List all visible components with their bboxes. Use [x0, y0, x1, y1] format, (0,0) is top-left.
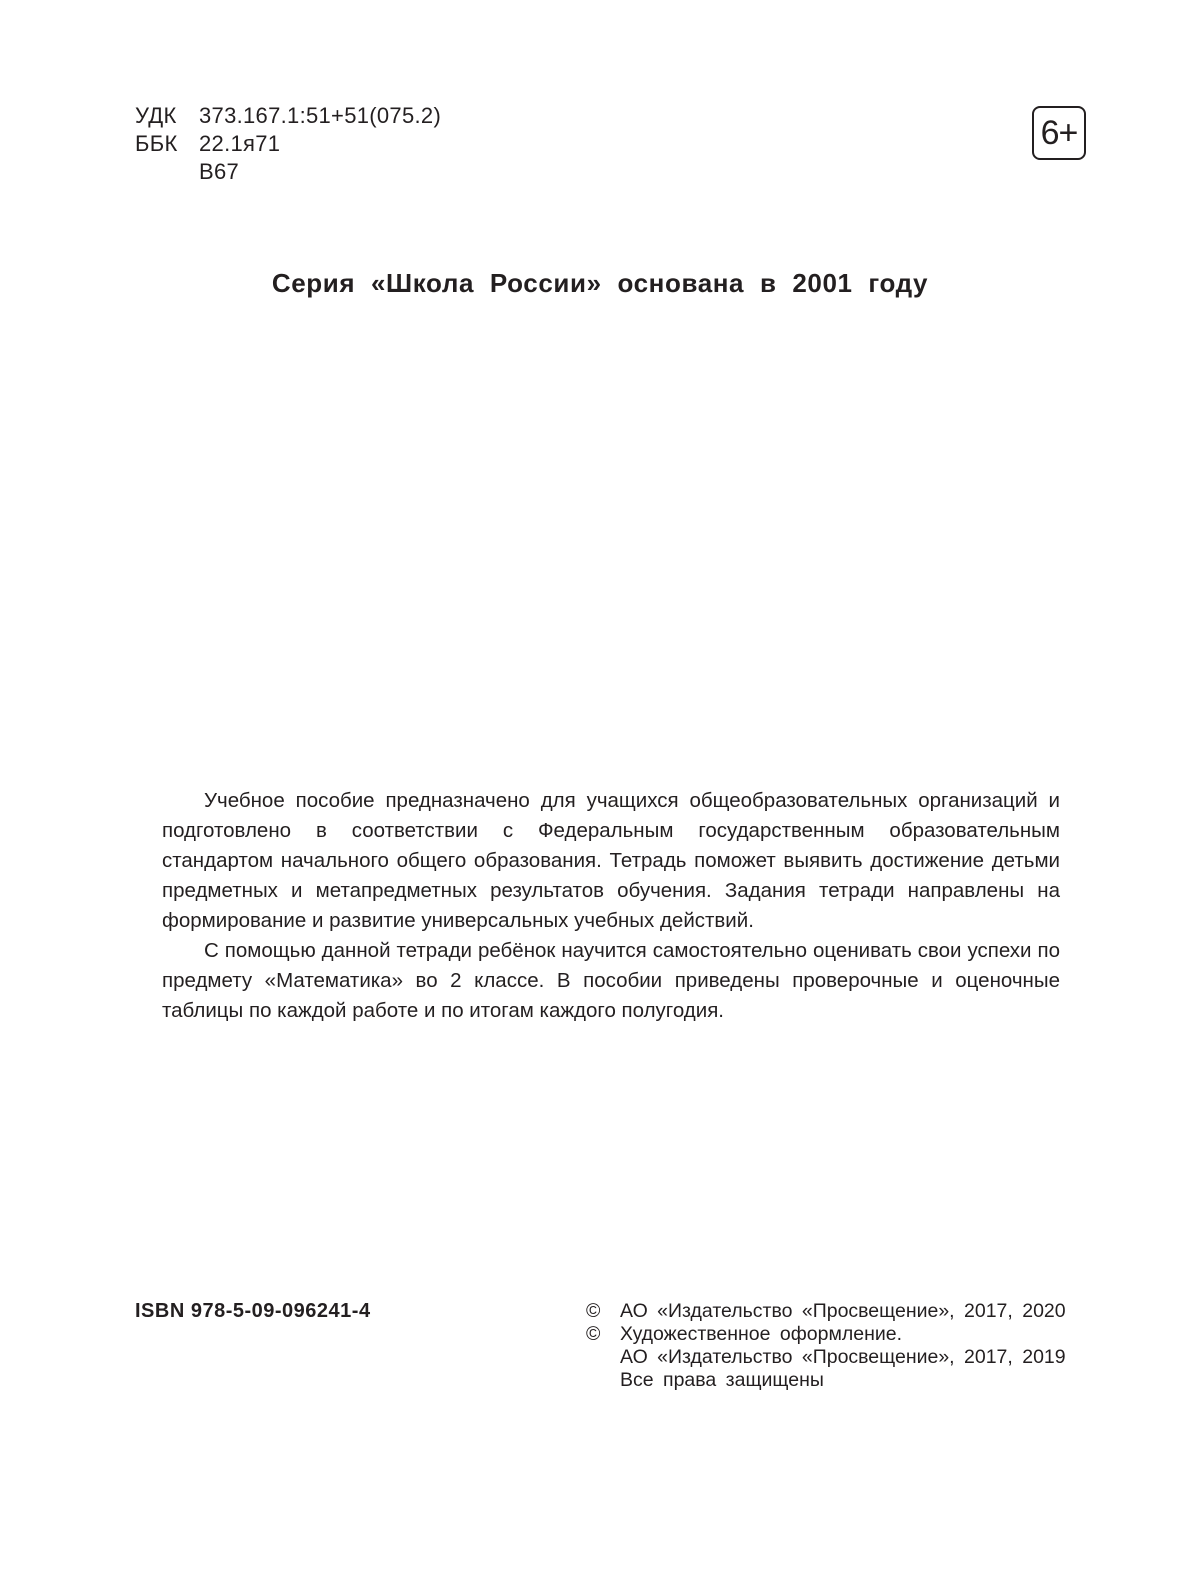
author-mark-spacer	[135, 158, 199, 186]
copyright-line-2	[586, 1323, 1086, 1346]
bibliographic-codes	[135, 102, 441, 186]
isbn: ISBN 978-5-09-096241-4	[135, 1300, 371, 1322]
author-mark-row	[135, 158, 441, 186]
bbk-label: ББК	[135, 131, 178, 156]
copyright-icon: ©	[586, 1323, 601, 1345]
udk-row	[135, 102, 441, 130]
copyright-spacer	[586, 1346, 620, 1369]
annotation-paragraph-1: Учебное пособие предназначено для учащихся общеобразовательных организаций и подготовлено в соответствии с Федеральным государственным образовательным стандартом начального общего образования. Тетрадь поможет выявить достижение детьми предметных и метапредметных результатов обучения. Задания тетради направлены на формирование и развитие универсальных учебных действий.	[162, 789, 1060, 932]
copyright-icon: ©	[586, 1300, 601, 1322]
copyright-design-text: Художественное оформление.	[620, 1323, 903, 1345]
series-heading: Серия «Школа России» основана в 2001 году	[271, 268, 929, 298]
bbk-value: 22.1я71	[199, 131, 281, 156]
age-rating-badge: 6+	[1032, 106, 1086, 160]
copyright-spacer	[586, 1369, 620, 1392]
udk-label: УДК	[135, 103, 177, 128]
annotation-paragraph-2: С помощью данной тетради ребёнок научится самостоятельно оценивать свои успехи по предмету «Математика» во 2 классе. В пособии приведены проверочные и оценочные таблицы по каждой работе и по итогам каждого полугодия.	[162, 939, 1060, 1022]
bbk-row	[135, 130, 441, 158]
copyright-block	[586, 1300, 1086, 1392]
copyright-publisher-text: АО «Издательство «Просвещение», 2017, 2020	[620, 1300, 1066, 1322]
author-mark: В67	[199, 159, 240, 184]
copyright-design-publisher-text: АО «Издательство «Просвещение», 2017, 2019	[620, 1346, 1066, 1368]
copyright-line-4	[586, 1369, 1086, 1392]
udk-value: 373.167.1:51+51(075.2)	[199, 103, 442, 128]
copyright-line-3	[586, 1346, 1086, 1369]
rights-reserved-text: Все права защищены	[620, 1369, 824, 1391]
annotation	[162, 786, 1060, 1026]
copyright-line-1	[586, 1300, 1086, 1323]
